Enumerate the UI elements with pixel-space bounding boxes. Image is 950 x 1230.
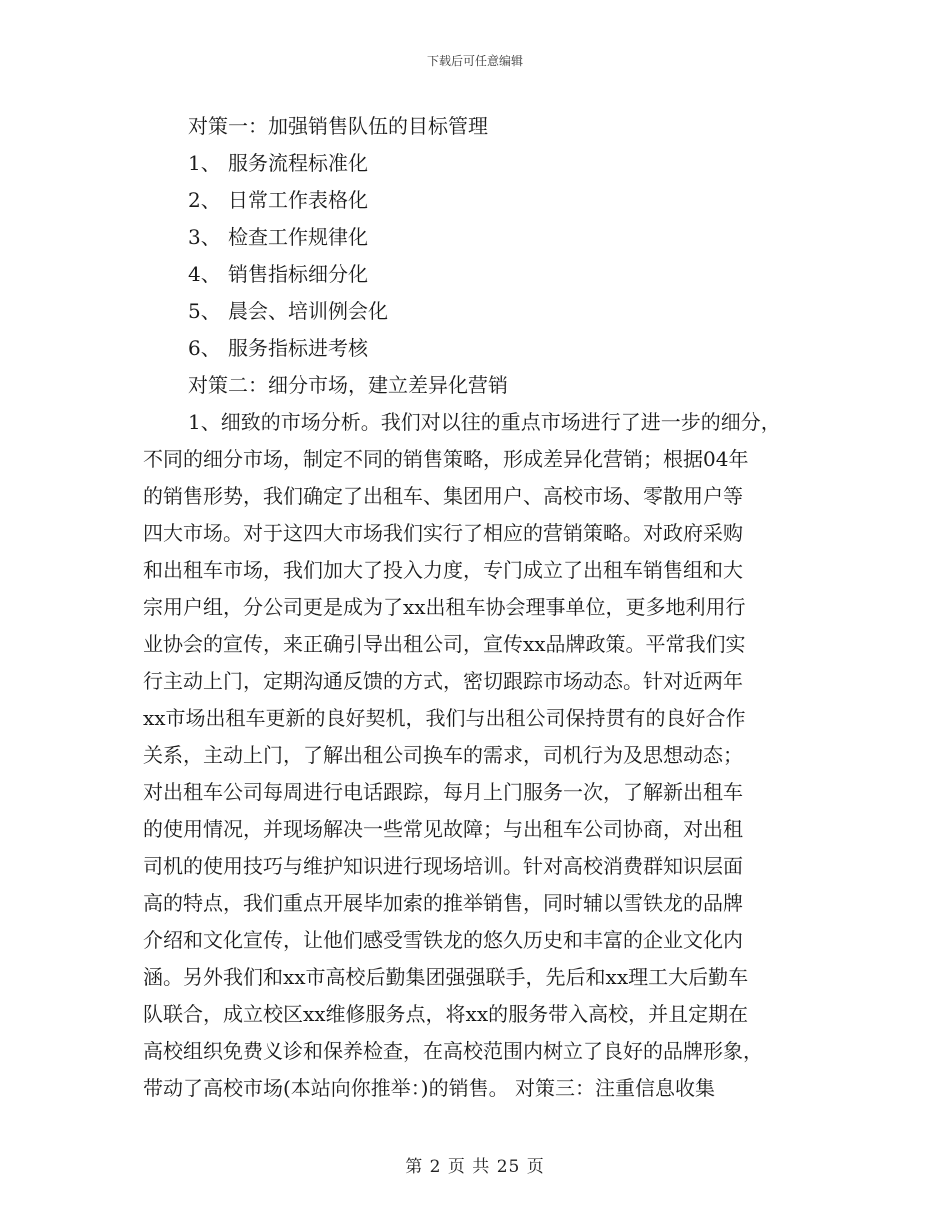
list-item-text: 检查工作规律化 (228, 225, 368, 249)
list-item-text: 服务流程标准化 (228, 151, 368, 175)
list-item-number: 5、 (188, 299, 221, 323)
paragraph-line: 关系，主动上门，了解出租公司换车的需求，司机行为及思想动态； (143, 743, 743, 767)
paragraph-line: 宗用户组，分公司更是成为了xx出租车协会理事单位，更多地利用行 (143, 595, 746, 619)
paragraph-line: 介绍和文化宣传，让他们感受雪铁龙的悠久历史和丰富的企业文化内 (143, 928, 743, 952)
list-item (143, 256, 823, 293)
list-item (143, 219, 823, 256)
paragraph-line: 的销售形势，我们确定了出租车、集团用户、高校市场、零散用户等 (143, 484, 743, 508)
list-item (143, 145, 823, 182)
paragraph-line: 司机的使用技巧与维护知识进行现场培训。针对高校消费群知识层面 (143, 854, 743, 878)
list-item (143, 182, 823, 219)
list-item-number: 4、 (188, 262, 221, 286)
paragraph-line: 高的特点，我们重点开展毕加索的推举销售，同时辅以雪铁龙的品牌 (143, 891, 743, 915)
list-item-number: 6、 (188, 336, 221, 360)
list-item-text: 销售指标细分化 (228, 262, 368, 286)
paragraph-line: 队联合，成立校区xx维修服务点，将xx的服务带入高校，并且定期在 (143, 1002, 749, 1026)
paragraph-line: 不同的细分市场，制定不同的销售策略，形成差异化营销；根据04年 (143, 447, 749, 471)
paragraph-line: 对出租车公司每周进行电话跟踪，每月上门服务一次，了解新出租车 (143, 780, 743, 804)
list-item-text: 晨会、培训例会化 (228, 299, 388, 323)
list-item-text: 日常工作表格化 (228, 188, 368, 212)
paragraph-line: 涵。另外我们和xx市高校后勤集团强强联手，先后和xx理工大后勤车 (143, 965, 749, 989)
page-header: 下载后可任意编辑 (426, 54, 523, 68)
section-title: 对策二：细分市场，建立差异化营销 (188, 373, 508, 397)
paragraph-line: 带动了高校市场(本站向你推举：)的销售。 对策三：注重信息收集 (143, 1076, 715, 1100)
page-footer: 第 2 页 共 25 页 (405, 1157, 545, 1177)
list-item (143, 293, 823, 330)
paragraph-line: 行主动上门，定期沟通反馈的方式，密切跟踪市场动态。针对近两年 (143, 669, 743, 693)
list-item-number: 2、 (188, 188, 221, 212)
section-title: 对策一：加强销售队伍的目标管理 (188, 114, 488, 138)
paragraph-line: 四大市场。对于这四大市场我们实行了相应的营销策略。对政府采购 (143, 521, 743, 545)
paragraph-line: 和出租车市场，我们加大了投入力度，专门成立了出租车销售组和大 (143, 558, 743, 582)
document-body (143, 108, 823, 1107)
list-item-number: 1、 (188, 151, 221, 175)
paragraph-line: 业协会的宣传，来正确引导出租公司，宣传xx品牌政策。平常我们实 (143, 632, 746, 656)
paragraph-line: 的使用情况，并现场解决一些常见故障；与出租车公司协商，对出租 (143, 817, 743, 841)
paragraph-line: xx市场出租车更新的良好契机，我们与出租公司保持贯有的良好合作 (143, 706, 746, 730)
paragraph-line: 1、细致的市场分析。我们对以往的重点市场进行了进一步的细分， (188, 410, 781, 434)
paragraph-line: 高校组织免费义诊和保养检查，在高校范围内树立了良好的品牌形象， (143, 1039, 763, 1063)
list-item-number: 3、 (188, 225, 221, 249)
list-item (143, 330, 823, 367)
list-item-text: 服务指标进考核 (228, 336, 368, 360)
